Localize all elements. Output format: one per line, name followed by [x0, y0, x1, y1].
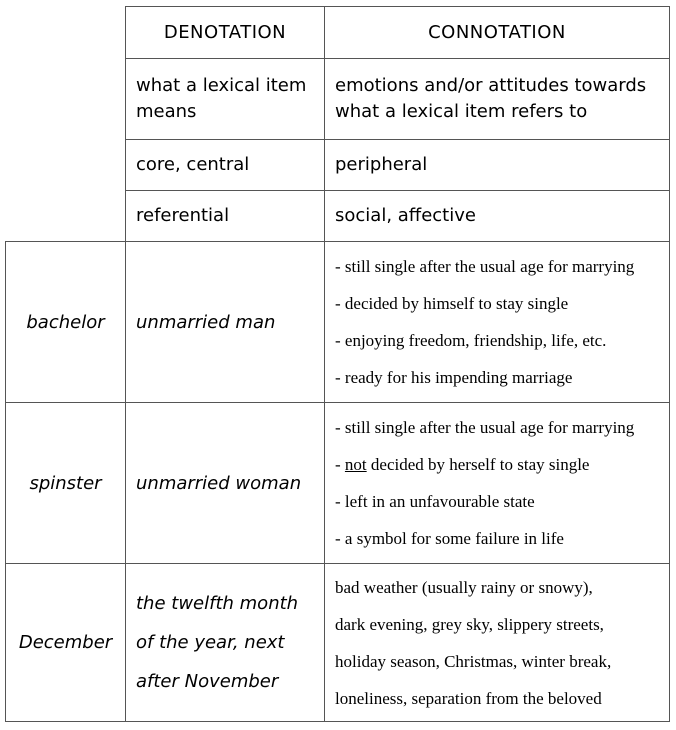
empty-cell: [6, 140, 126, 191]
bachelor-denotation: unmarried man: [126, 242, 325, 403]
denotation-line: of the year, next: [136, 632, 285, 653]
connotation-item: - ready for his impending marriage: [335, 368, 573, 387]
centrality-denotation: core, central: [126, 140, 325, 191]
connotation-item: holiday season, Christmas, winter break,: [335, 651, 612, 671]
december-connotation-list: [325, 564, 670, 722]
denotation-header: DENOTATION: [126, 7, 325, 59]
empty-cell: [6, 59, 126, 140]
denotation-line: the twelfth month: [136, 593, 299, 614]
type-row: [6, 191, 670, 242]
connotation-item: - still single after the usual age for marrying: [335, 257, 635, 276]
connotation-item: - enjoying freedom, friendship, life, etc.: [335, 331, 607, 350]
connotation-item: bad weather (usually rainy or snowy),: [335, 577, 593, 597]
denotation-line: after November: [136, 671, 279, 692]
december-row: [6, 564, 670, 722]
december-word: December: [6, 564, 126, 722]
meaning-row: [6, 59, 670, 140]
centrality-connotation: peripheral: [325, 140, 670, 191]
connotation-item: - still single after the usual age for marrying: [335, 418, 635, 437]
centrality-row: [6, 140, 670, 191]
empty-corner-cell: [6, 7, 126, 59]
spinster-connotation-list: [325, 403, 670, 564]
connotation-item: dark evening, grey sky, slippery streets,: [335, 614, 604, 634]
bachelor-connotation-list: [325, 242, 670, 403]
connotation-item-rest: decided by herself to stay single: [366, 455, 590, 474]
connotation-header: CONNOTATION: [325, 7, 670, 59]
spinster-word: spinster: [6, 403, 126, 564]
type-connotation: social, affective: [325, 191, 670, 242]
connotation-item: loneliness, separation from the beloved: [335, 688, 602, 708]
spinster-denotation: unmarried woman: [126, 403, 325, 564]
december-denotation: [126, 564, 325, 722]
spinster-row: [6, 403, 670, 564]
connotation-item: - decided by himself to stay single: [335, 294, 569, 313]
empty-cell: [6, 191, 126, 242]
connotation-item: - not decided by herself to stay single: [335, 455, 590, 474]
header-row: [6, 7, 670, 59]
meaning-connotation: emotions and/or attitudes towards what a lexical item refers to: [325, 59, 670, 140]
bachelor-row: [6, 242, 670, 403]
type-denotation: referential: [126, 191, 325, 242]
denotation-connotation-table: [5, 6, 670, 722]
connotation-item: - left in an unfavourable state: [335, 492, 535, 511]
underlined-not: not: [344, 455, 367, 474]
connotation-item: - a symbol for some failure in life: [335, 529, 564, 548]
meaning-denotation: what a lexical item means: [126, 59, 325, 140]
bachelor-word: bachelor: [6, 242, 126, 403]
